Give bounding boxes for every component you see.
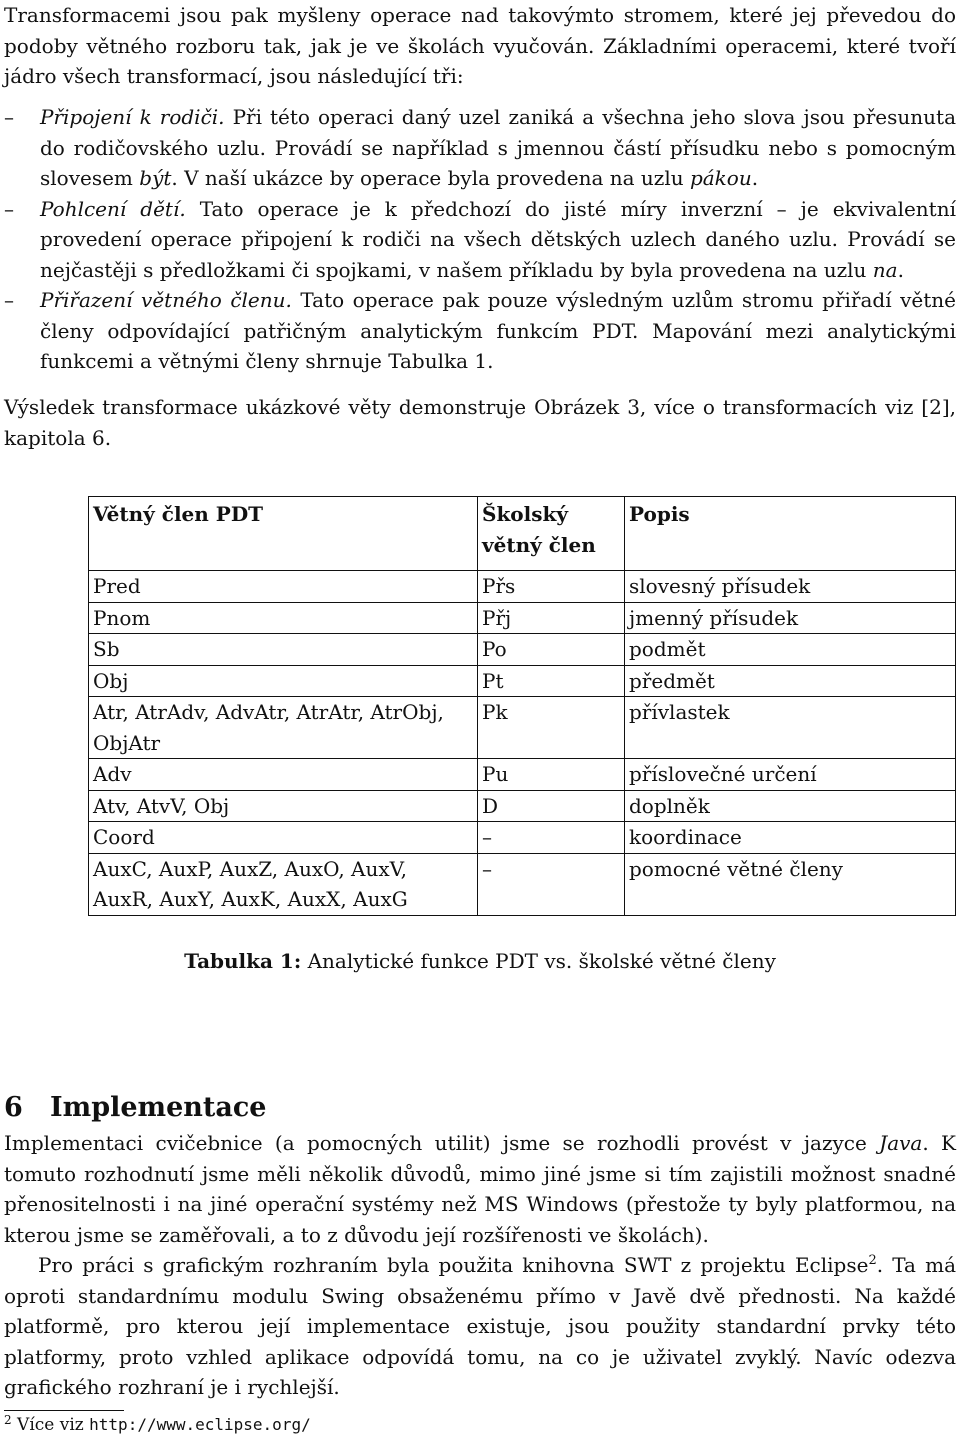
result-paragraph: Výsledek transformace ukázkové věty demonstruje Obrázek 3, více o transformacích viz [2], kapitola 6.	[4, 395, 956, 450]
table-cell: příslovečné určení	[625, 759, 956, 791]
item-text: Při této operaci daný uzel zaniká a všechna jeho slova jsou přesunuta do rodičovského uzlu. Provádí se například s jmennou částí přísudku nebo s pomocným slovesem	[40, 105, 956, 190]
table-cell: AuxC, AuxP, AuxZ, AuxO, AuxV, AuxR, AuxY, AuxK, AuxX, AuxG	[89, 853, 478, 915]
table-cell: slovesný přísudek	[625, 571, 956, 603]
item-term: Pohlcení dětí.	[40, 196, 186, 221]
list-item	[4, 102, 956, 194]
table-cell: Pnom	[89, 602, 478, 634]
table-cell: Pt	[478, 665, 625, 697]
list-dash: –	[4, 288, 14, 312]
footnote-text: Více viz	[11, 1415, 90, 1435]
functions-table	[88, 496, 956, 916]
table-cell: koordinace	[625, 822, 956, 854]
table-cell: doplněk	[625, 790, 956, 822]
item-text: Tato operace je k předchozí do jisté míry inverzní – je ekvivalentní provedení operace připojení k rodiči na všech dětských uzlech daného uzlu. Provádí se nejčastěji s předložkami či spojkami, v našem příkladu by byla provedena na uzlu	[40, 196, 956, 282]
table-cell: –	[478, 853, 625, 915]
table-cell: Atr, AtrAdv, AdvAtr, AtrAtr, AtrObj, ObjAtr	[89, 697, 478, 759]
list-item	[4, 285, 956, 377]
operations-list	[4, 102, 956, 377]
paragraph-text: . K tomuto rozhodnutí jsme měli několik důvodů, mimo jiné jsme si tím zajistili možnost snadné přenositelnosti i na jiné operační systémy než MS Windows (přestože ty byly platformou, na kterou jsme se zaměřovali, a to z důvodu její rozšířenosti ve školách).	[4, 1131, 956, 1247]
table-cell: podmět	[625, 634, 956, 666]
table-row	[89, 665, 956, 697]
footnote-mark: 2	[4, 1413, 12, 1427]
table-row	[89, 571, 956, 603]
caption-text: Analytické funkce PDT vs. školské větné členy	[301, 949, 776, 973]
table-cell: Přs	[478, 571, 625, 603]
table-cell: jmenný přísudek	[625, 602, 956, 634]
table-cell: přívlastek	[625, 697, 956, 759]
table-row	[89, 602, 956, 634]
table-cell: D	[478, 790, 625, 822]
table-row	[89, 822, 956, 854]
table-row	[89, 697, 956, 759]
table-cell: Obj	[89, 665, 478, 697]
item-emphasis: být	[139, 166, 172, 190]
table-row	[89, 759, 956, 791]
table-cell: Sb	[89, 634, 478, 666]
implementation-paragraph-1	[4, 1128, 956, 1250]
list-item	[4, 194, 956, 286]
table-cell: předmět	[625, 665, 956, 697]
item-term: Přiřazení větného členu.	[40, 288, 292, 312]
paragraph-text: Implementaci cvičebnice (a pomocných utilit) jsme se rozhodli provést v jazyce	[4, 1131, 880, 1155]
implementation-body	[4, 1128, 956, 1403]
table-cell: Po	[478, 634, 625, 666]
footnote-ref[interactable]: 2	[868, 1253, 877, 1268]
item-text: . V naší ukázce by operace byla provedena na uzlu	[171, 166, 690, 190]
item-text: .	[897, 257, 904, 282]
footnote-rule	[4, 1410, 124, 1411]
table-caption	[4, 946, 956, 976]
implementation-paragraph-2	[4, 1250, 956, 1403]
table-cell: Pu	[478, 759, 625, 791]
item-text: .	[751, 166, 759, 190]
table-cell: Atv, AtvV, Obj	[89, 790, 478, 822]
intro-paragraph: Transformacemi jsou pak myšleny operace nad takovýmto stromem, které jej převedou do podoby větného rozboru tak, jak je ve školách vyučován. Základními operacemi, které tvoří jádro všech transformací, jsou následující tři:	[4, 3, 956, 88]
item-text: Tato operace pak pouze výsledným uzlům stromu přiřadí větné členy odpovídající patřičným analytickým funkcím PDT. Mapování mezi analytickými funkcemi a větnými členy shrnuje Tabulka 1.	[40, 288, 956, 373]
table-row	[89, 790, 956, 822]
section-heading	[4, 1088, 266, 1128]
table-row	[89, 634, 956, 666]
table-cell: Pk	[478, 697, 625, 759]
item-emphasis: pákou	[689, 166, 752, 190]
list-dash: –	[4, 196, 14, 221]
table-cell: Adv	[89, 759, 478, 791]
column-header: Popis	[625, 497, 956, 571]
column-header: Školský větný člen	[478, 497, 625, 571]
table-cell: Coord	[89, 822, 478, 854]
table-row	[89, 853, 956, 915]
table-cell: Přj	[478, 602, 625, 634]
item-term: Připojení k rodiči.	[40, 105, 225, 129]
paragraph-text: . Ta má oproti standardnímu modulu Swing obsaženému přímo v Javě dvě přednosti. Na každé platformě, pro kterou její implementace existuje, jsou použity standardní prvky této platformy, proto vzhled aplikace odpovídá tomu, na co je uživatel zvyklý. Navíc odezva grafického rozhraní je i rychlejší.	[4, 1253, 957, 1399]
list-dash: –	[4, 105, 14, 129]
table-cell: pomocné větné členy	[625, 853, 956, 915]
table-cell: –	[478, 822, 625, 854]
table-cell: Pred	[89, 571, 478, 603]
footnote	[4, 1412, 311, 1438]
caption-label: Tabulka 1:	[184, 949, 302, 973]
table-header-row	[89, 497, 956, 571]
paragraph-text: Pro práci s grafickým rozhraním byla použita knihovna SWT z projektu Eclipse	[38, 1253, 869, 1277]
footnote-link[interactable]: http://www.eclipse.org/	[89, 1415, 311, 1434]
section-number: 6	[4, 1092, 23, 1124]
section-title: Implementace	[50, 1092, 267, 1124]
item-emphasis: na	[872, 257, 898, 282]
paragraph-emphasis: Java	[879, 1131, 923, 1155]
column-header: Větný člen PDT	[89, 497, 478, 571]
